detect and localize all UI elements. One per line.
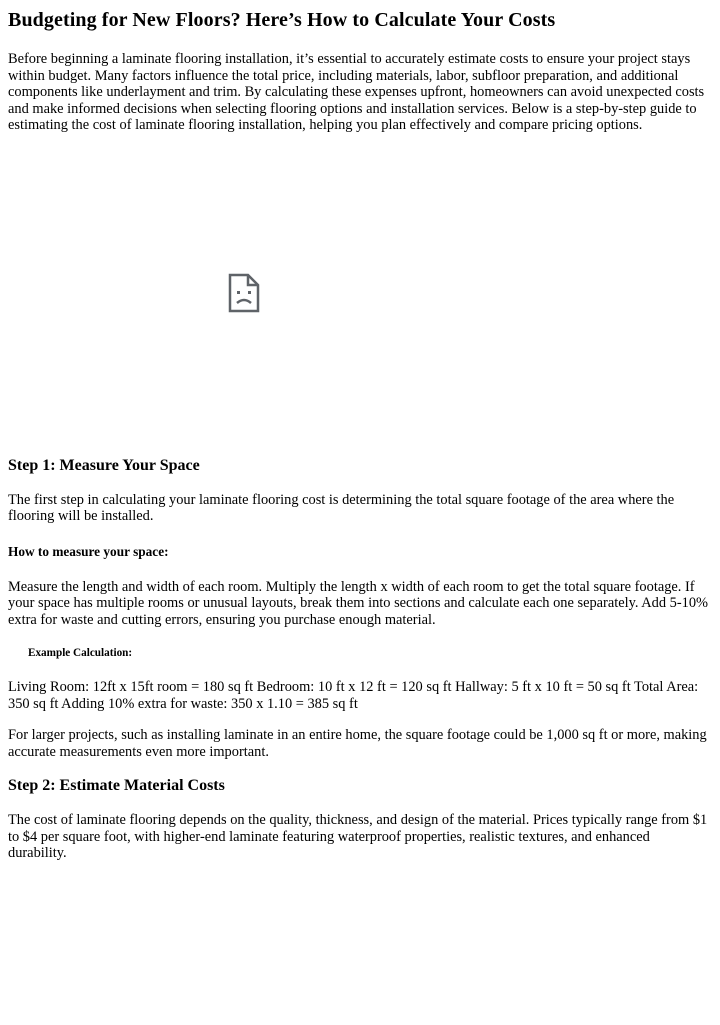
larger-projects-paragraph: For larger projects, such as installing laminate in an entire home, the square footage could be 1,000 sq ft or more, making accurate measurements even more important. xyxy=(8,727,707,760)
step1-paragraph: The first step in calculating your laminate flooring cost is determining the total square footage of the area where the flooring will be installed. xyxy=(8,491,675,524)
measure-instructions-paragraph: Measure the length and width of each room. Multiply the length x width of each room to get the total square footage. If your space has multiple rooms or unusual layouts, break them into sections and calculate each one separately. Add 5-10% extra for waste and cutting errors, ensuring you purchase enough material. xyxy=(8,578,709,628)
example-calculation-heading: Example Calculation: xyxy=(28,647,133,659)
article xyxy=(0,8,720,862)
page-title: Budgeting for New Floors? Here’s How to Calculate Your Costs xyxy=(8,9,556,31)
step2-heading: Step 2: Estimate Material Costs xyxy=(8,777,225,794)
how-to-measure-heading: How to measure your space: xyxy=(8,543,169,559)
example-calculation-text: Living Room: 12ft x 15ft room = 180 sq ft Bedroom: 10 ft x 12 ft = 120 sq ft Hallway: 5 ft x 10 ft = 50 sq ft Total Area: 350 sq ft Adding 10% extra for waste: 350 x 1.10 = 385 sq ft xyxy=(8,679,699,712)
intro-paragraph: Before beginning a laminate flooring installation, it’s essential to accurately estimate costs to ensure your project stays within budget. Many factors influence the total price, including materials, labor, subfloor preparation, and additional components like underlayment and trim. By calculating these expenses upfront, homeowners can avoid unexpected costs and make informed decisions when selecting flooring options and installation services. Below is a step-by-step guide to estimating the cost of laminate flooring installation, helping you plan effectively and compare pricing options. xyxy=(8,51,705,133)
step1-heading: Step 1: Measure Your Space xyxy=(8,456,200,474)
step2-paragraph: The cost of laminate flooring depends on the quality, thickness, and design of the material. Prices typically range from $1 to $4 per square foot, with higher-end laminate featuring waterproof properties, realistic textures, and enhanced durability. xyxy=(8,812,708,861)
image-placeholder xyxy=(8,138,712,448)
broken-image-icon xyxy=(228,273,260,313)
